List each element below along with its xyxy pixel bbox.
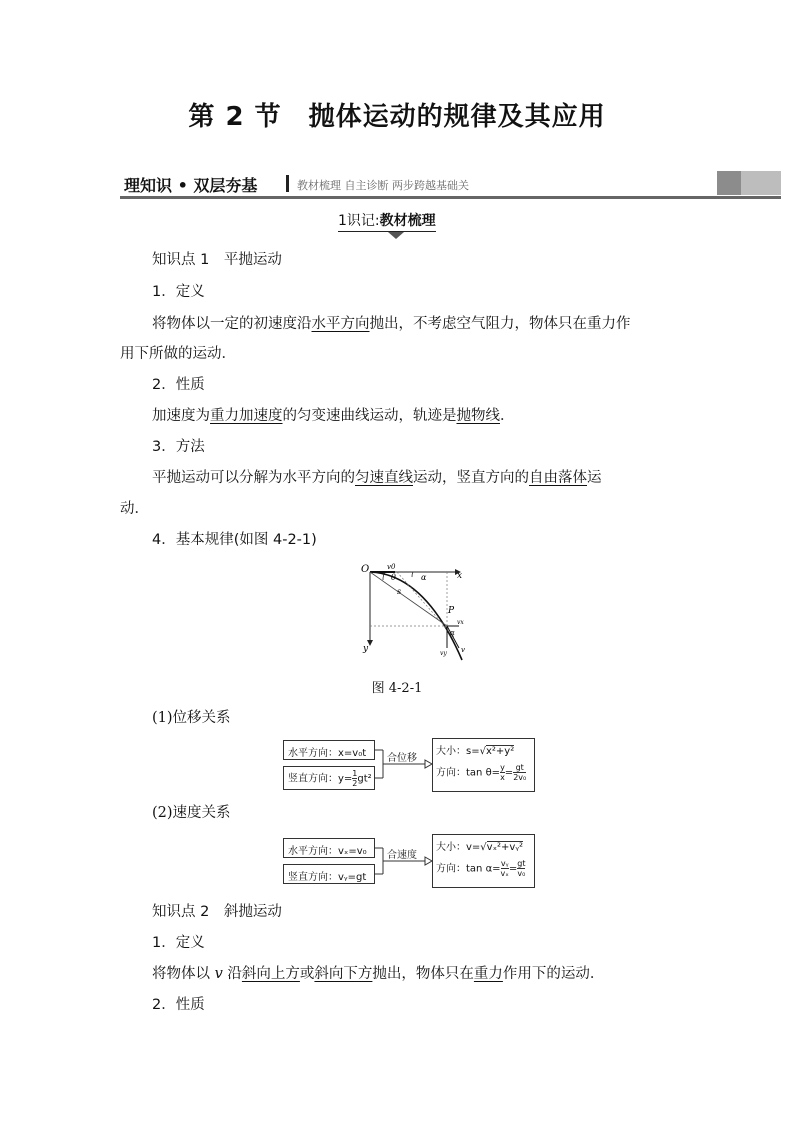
disp-heading: (1)位移关系 bbox=[152, 710, 231, 726]
page-title: 第 2 节 抛体运动的规律及其应用 bbox=[188, 102, 606, 132]
disp-magnitude: 大小：s=√x²+y² bbox=[436, 746, 515, 757]
banner-title: 理知识 • 双层夯基 bbox=[124, 176, 258, 195]
text: 水平方向：vₓ=v₀ bbox=[288, 846, 367, 857]
sqrt-content: vₓ²+vᵧ² bbox=[486, 842, 524, 853]
blank-answer: 抛物线 bbox=[456, 408, 500, 424]
banner-subtitle: 教材梳理 自主诊断 两步跨越基础关 bbox=[297, 179, 469, 192]
frac-den: x bbox=[500, 773, 505, 782]
text: 平抛运动可以分解为水平方向的 bbox=[152, 470, 355, 486]
vel-heading: (2)速度关系 bbox=[152, 805, 231, 821]
vel-connector bbox=[375, 834, 433, 888]
kp1-law-heading: 4．基本规律(如图 4-2-1) bbox=[152, 532, 317, 548]
text: 沿 bbox=[222, 966, 242, 982]
kp1-prop-heading: 2．性质 bbox=[152, 377, 205, 393]
kp1-method-line2: 动． bbox=[120, 501, 149, 517]
text: 大小：s= bbox=[436, 746, 480, 757]
vel-magnitude: 大小：v=√vₓ²+vᵧ² bbox=[436, 842, 524, 853]
vx-label: vx bbox=[457, 619, 464, 626]
subsection-prefix: 1识记: bbox=[338, 213, 380, 229]
frac-den: 2v₀ bbox=[513, 773, 527, 782]
text: v bbox=[214, 966, 223, 982]
frac-den: vₓ bbox=[500, 869, 509, 878]
alpha-label: α bbox=[421, 573, 427, 582]
kp1-def-line2: 用下所做的运动． bbox=[120, 346, 236, 362]
vel-arrow-label: 合速度 bbox=[387, 850, 417, 861]
text: 运动，竖直方向的 bbox=[413, 470, 529, 486]
subsection-marker-icon bbox=[388, 232, 404, 239]
kp1-prop-line bbox=[152, 406, 515, 426]
alpha2-label: α bbox=[450, 629, 455, 637]
frac-num: gt bbox=[513, 763, 526, 773]
kp1-def-heading: 1．定义 bbox=[152, 284, 205, 300]
p-label: P bbox=[448, 606, 455, 616]
text: 竖直方向：y= bbox=[288, 773, 353, 785]
text: 竖直方向：vᵧ=gt bbox=[288, 872, 367, 883]
frac-den: 2 bbox=[352, 779, 358, 788]
vel-result-box bbox=[432, 834, 535, 888]
y-label: y bbox=[363, 644, 369, 654]
origin-label: O bbox=[361, 564, 370, 575]
sqrt-content: x²+y² bbox=[485, 746, 515, 757]
frac-num: vᵧ bbox=[500, 859, 509, 868]
theta-label: θ bbox=[391, 573, 396, 582]
text: = bbox=[504, 767, 514, 779]
blank-answer: 重力加速度 bbox=[210, 408, 283, 424]
disp-vertical-box bbox=[283, 766, 375, 790]
text: 运 bbox=[587, 470, 602, 486]
kp2-def-heading: 1．定义 bbox=[152, 935, 205, 951]
vel-horizontal-box bbox=[283, 838, 375, 858]
blank-answer: 自由落体 bbox=[529, 470, 587, 486]
vy-label: vy bbox=[440, 650, 447, 657]
alpha-arc bbox=[412, 572, 413, 577]
text: 将物体以一定的初速度沿 bbox=[152, 316, 312, 332]
text: 抛出，不考虑空气阻力，物体只在重力作 bbox=[369, 316, 631, 332]
kp1-def-line1 bbox=[152, 314, 631, 334]
subsection-label bbox=[338, 210, 436, 232]
displacement-line bbox=[370, 572, 447, 626]
text: 或 bbox=[299, 966, 315, 982]
text: 大小：v= bbox=[436, 842, 481, 853]
vel-direction bbox=[436, 859, 531, 878]
text: ． bbox=[500, 408, 515, 424]
frac-den: v₀ bbox=[517, 869, 526, 878]
v-label: v bbox=[461, 646, 465, 654]
disp-arrow-label: 合位移 bbox=[387, 753, 417, 764]
text: 作用下的运动． bbox=[502, 966, 605, 982]
figure-caption: 图 4-2-1 bbox=[371, 681, 423, 696]
banner-gray-block-dark bbox=[717, 171, 741, 195]
text: gt² bbox=[357, 773, 372, 785]
kp1-method-heading: 3．方法 bbox=[152, 439, 205, 455]
text: 水平方向：x=v₀t bbox=[288, 748, 367, 759]
frac-num: gt bbox=[517, 859, 526, 868]
text: 方向：tan α= bbox=[436, 863, 501, 875]
blank-answer: 水平方向 bbox=[311, 316, 370, 332]
banner-gray-block-light bbox=[741, 171, 781, 195]
projectile-figure bbox=[355, 560, 475, 666]
s-label: s bbox=[397, 587, 402, 596]
vel-vertical-box bbox=[283, 864, 375, 884]
banner-rule bbox=[120, 196, 781, 199]
velocity-flow bbox=[283, 834, 535, 888]
blank-answer: 匀速直线 bbox=[355, 470, 413, 486]
blank-answer: 斜向上方 bbox=[241, 966, 300, 982]
kp1-heading: 知识点 1 平抛运动 bbox=[152, 252, 282, 268]
blank-answer: 重力 bbox=[473, 966, 503, 982]
x-label: x bbox=[457, 571, 463, 581]
disp-connector bbox=[375, 738, 433, 792]
text: 将物体以 bbox=[152, 966, 215, 982]
blank-answer: 斜向下方 bbox=[314, 966, 373, 982]
disp-direction bbox=[436, 763, 531, 782]
text: 加速度为 bbox=[152, 408, 210, 424]
kp1-method-line1 bbox=[152, 468, 602, 488]
text: = bbox=[508, 863, 518, 875]
kp2-heading: 知识点 2 斜抛运动 bbox=[152, 904, 282, 920]
disp-horizontal-box bbox=[283, 740, 375, 760]
text: 抛出，物体只在 bbox=[372, 966, 474, 982]
subsection-title: 教材梳理 bbox=[379, 213, 436, 229]
frac-num: y bbox=[500, 763, 505, 772]
text: 方向：tan θ= bbox=[436, 767, 501, 779]
trajectory-curve bbox=[370, 572, 462, 660]
disp-result-box bbox=[432, 738, 535, 792]
displacement-flow bbox=[283, 738, 535, 792]
kp2-prop-heading: 2．性质 bbox=[152, 997, 205, 1013]
section-banner bbox=[120, 171, 781, 199]
text: 的匀变速曲线运动，轨迹是 bbox=[282, 408, 457, 424]
banner-divider bbox=[286, 175, 289, 192]
v0-label: v0 bbox=[387, 563, 396, 571]
frac-num: 1 bbox=[352, 769, 358, 778]
kp2-def-line bbox=[152, 964, 604, 984]
